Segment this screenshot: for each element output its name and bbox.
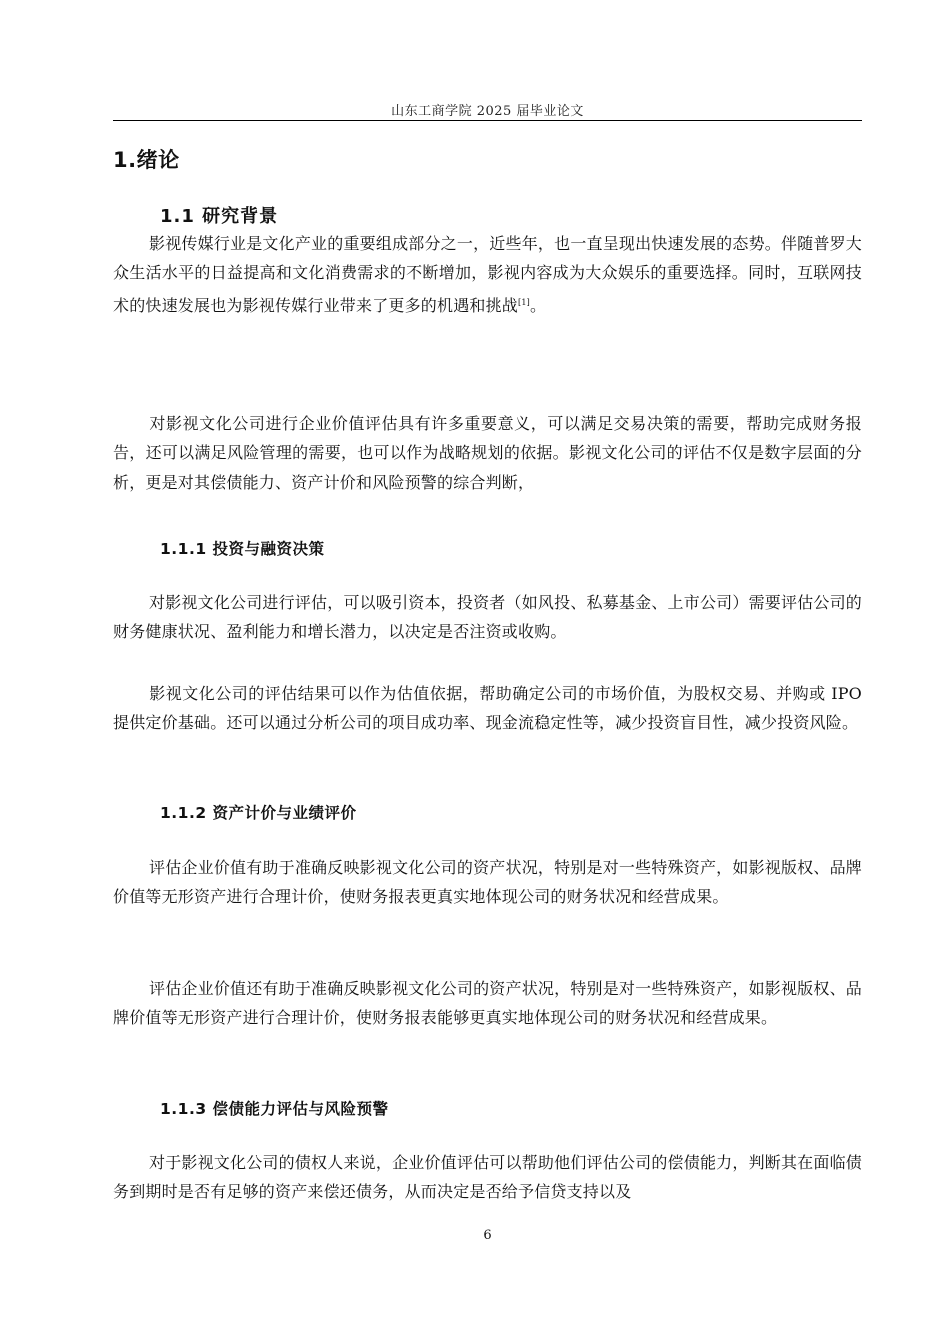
paragraph-text: 对于影视文化公司的债权人来说，企业价值评估可以帮助他们评估公司的偿债能力，判断其在面临债务到期时是否有足够的资产来偿还债务，从而决定是否给予信贷支持以及 xyxy=(113,1153,862,1202)
header-divider xyxy=(113,120,862,121)
paragraph-text: 影视传媒行业是文化产业的重要组成部分之一，近些年，也一直呈现出快速发展的态势。伴随普罗大众生活水平的日益提高和文化消费需求的不断增加，影视内容成为大众娱乐的重要选择。同时，互联网技术的快速发展也为影视传媒行业带来了更多的机遇和挑战 xyxy=(113,234,862,315)
paragraph-solvency-1 xyxy=(113,1148,862,1207)
paragraph-text: 影视文化公司的评估结果可以作为估值依据，帮助确定公司的市场价值，为股权交易、并购或 IPO 提供定价基础。还可以通过分析公司的项目成功率、现金流稳定性等，减少投资盲目性，减少投资风险。 xyxy=(113,684,862,733)
subsection-title-1-1-1: 1.1.1 投资与融资决策 xyxy=(160,540,325,558)
paragraph-text: 评估企业价值还有助于准确反映影视文化公司的资产状况，特别是对一些特殊资产，如影视版权、品牌价值等无形资产进行合理计价，使财务报表能够更真实地体现公司的财务状况和经营成果。 xyxy=(113,979,862,1028)
running-header: 山东工商学院 2025 届毕业论文 xyxy=(391,104,584,119)
citation-marker: [1] xyxy=(518,297,530,307)
paragraph-background-2 xyxy=(113,409,862,497)
subsection-title-1-1-3: 1.1.3 偿债能力评估与风险预警 xyxy=(160,1100,389,1118)
paragraph-text: 评估企业价值有助于准确反映影视文化公司的资产状况，特别是对一些特殊资产，如影视版权、品牌价值等无形资产进行合理计价，使财务报表更真实地体现公司的财务状况和经营成果。 xyxy=(113,858,862,907)
paragraph-investment-2 xyxy=(113,679,862,738)
paragraph-text: 对影视文化公司进行企业价值评估具有许多重要意义，可以满足交易决策的需要，帮助完成财务报告，还可以满足风险管理的需要，也可以作为战略规划的依据。影视文化公司的评估不仅是数字层面的分析，更是对其偿债能力、资产计价和风险预警的综合判断， xyxy=(113,414,862,492)
chapter-title: 1.绪论 xyxy=(113,148,180,172)
paragraph-investment-1 xyxy=(113,588,862,647)
paragraph-asset-2 xyxy=(113,974,862,1033)
subsection-title-1-1-2: 1.1.2 资产计价与业绩评价 xyxy=(160,804,357,822)
paragraph-background-1 xyxy=(113,229,862,320)
paragraph-text: 对影视文化公司进行评估，可以吸引资本，投资者（如风投、私募基金、上市公司）需要评估公司的财务健康状况、盈利能力和增长潜力，以决定是否注资或收购。 xyxy=(113,593,862,642)
page-number: 6 xyxy=(483,1228,492,1243)
paragraph-end: 。 xyxy=(529,295,547,315)
section-title: 1.1 研究背景 xyxy=(160,206,279,227)
paragraph-asset-1 xyxy=(113,853,862,912)
